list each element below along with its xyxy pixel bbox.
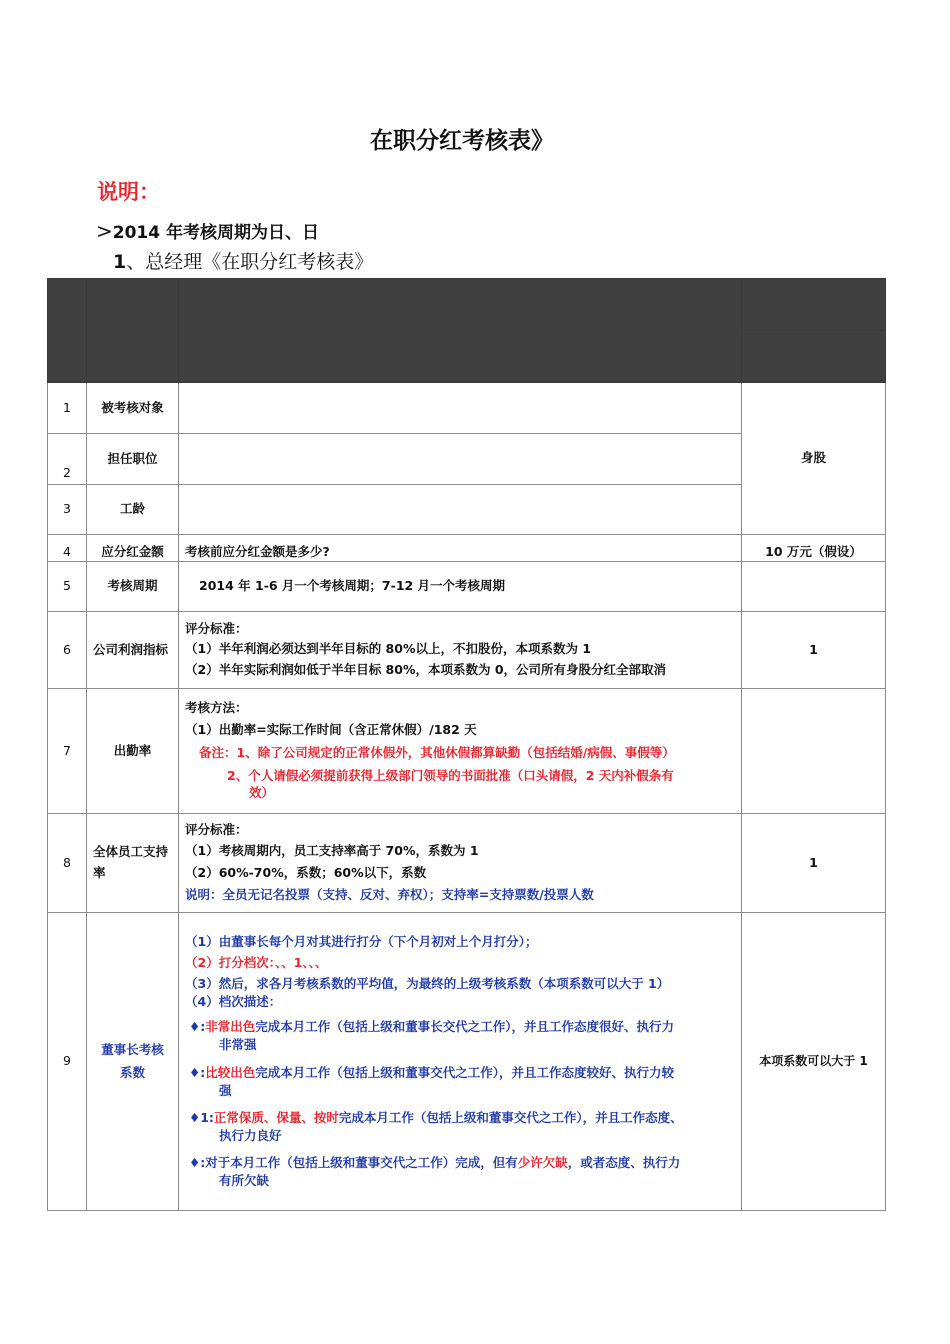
row-index: 2 xyxy=(48,434,87,485)
header-cell-right-bottom xyxy=(742,331,886,383)
row-label-line: 全体员工支持 xyxy=(93,844,169,860)
section-title xyxy=(113,247,373,274)
grade-keyword: 比较出色 xyxy=(205,1064,256,1080)
row-content xyxy=(179,485,742,535)
row-value xyxy=(742,689,886,814)
row-index: 6 xyxy=(48,612,87,689)
table-row xyxy=(48,562,886,612)
row-label xyxy=(87,913,179,1211)
row-label-line: 率 xyxy=(93,865,106,880)
table-row xyxy=(48,913,886,1211)
row-label: 考核周期 xyxy=(87,562,179,612)
rule-line: （2）打分档次：、、1、、、 xyxy=(185,954,328,970)
grade-description: 完成本月工作（包括上级和董事交代之工作），并且工作态度较好、执行力较 xyxy=(255,1064,674,1080)
row-value xyxy=(742,562,886,612)
diamond-bullet-icon: ♦1: xyxy=(189,1109,214,1125)
row-index: 3 xyxy=(48,485,87,535)
criteria-line: （2）半年实际利润如低于半年目标 80%，本项系数为 0，公司所有身股分红全部取消 xyxy=(185,662,667,678)
remark-line: 备注：1、除了公司规定的正常休假外，其他休假都算缺勤（包括结婚/病假、事假等） xyxy=(199,745,675,761)
row-value: 1 xyxy=(742,814,886,913)
rule-line: （3）然后，求各月考核系数的平均值，为最终的上级考核系数（本项系数可以大于 1） xyxy=(185,976,670,991)
row-label-line: 董事长考核 xyxy=(101,1041,164,1057)
header-row-top xyxy=(48,279,886,331)
row-label xyxy=(87,814,179,913)
criteria-line: （1）半年利润必须达到半年目标的 80%以上，不扣股份，本项系数为 1 xyxy=(185,640,592,656)
assessment-table xyxy=(47,278,886,1211)
table-row xyxy=(48,814,886,913)
criteria-heading: 评分标准： xyxy=(185,822,248,838)
method-heading: 考核方法： xyxy=(185,700,248,716)
row-label-line: 系数 xyxy=(119,1064,145,1080)
table-row xyxy=(48,535,886,562)
row-value: 10 万元（假设） xyxy=(742,535,886,562)
grade-description: 完成本月工作（包括上级和董事长交代之工作），并且工作态度很好、执行力 xyxy=(255,1019,674,1035)
period-line xyxy=(96,218,319,243)
row-index: 8 xyxy=(48,814,87,913)
diamond-bullet-icon: ♦: xyxy=(189,1064,206,1080)
criteria-heading: 评分标准： xyxy=(185,620,248,636)
period-text: 2014 年考核周期为日、日 xyxy=(112,223,319,243)
row-index: 4 xyxy=(48,535,87,562)
explanation-line: 说明：全员无记名投票（支持、反对、弃权）；支持率=支持票数/投票人数 xyxy=(185,886,594,902)
remark-line: 2、个人请假必须提前获得上级部门领导的书面批准（口头请假，2 天内补假条有 xyxy=(227,767,674,783)
header-cell-right-top xyxy=(742,279,886,331)
table-row xyxy=(48,689,886,814)
table-row xyxy=(48,383,886,434)
row-label: 出勤率 xyxy=(87,689,179,814)
row-index: 9 xyxy=(48,913,87,1211)
page-title: 在职分红考核表》 xyxy=(370,128,554,154)
row-content xyxy=(179,612,742,689)
grade-continuation: 有所欠缺 xyxy=(219,1173,270,1189)
criteria-line: （2）60%-70%，系数；60%以下，系数 xyxy=(185,865,427,880)
shares-type-cell: 身股 xyxy=(742,383,886,535)
grade-continuation: 非常强 xyxy=(219,1037,257,1053)
rule-line: （1）由董事长每个月对其进行打分（下个月初对上个月打分）； xyxy=(185,933,538,949)
rule-line: （4）档次描述： xyxy=(185,994,282,1010)
row-content xyxy=(179,434,742,485)
row-index: 7 xyxy=(48,689,87,814)
method-line: （1）出勤率=实际工作时间（含正常休假）/182 天 xyxy=(185,722,477,738)
remark-line: 效） xyxy=(249,784,275,800)
row-content xyxy=(179,383,742,434)
arrow-glyph: > xyxy=(96,219,113,243)
row-value: 1 xyxy=(742,612,886,689)
row-content: 2014 年 1-6 月一个考核周期；7-12 月一个考核周期 xyxy=(179,562,742,612)
diamond-bullet-icon: ♦: xyxy=(189,1019,206,1035)
row-label: 公司利润指标 xyxy=(87,612,179,689)
row-content: 考核前应分红金额是多少? xyxy=(179,535,742,562)
grade-keyword: 正常保质、保量、按时 xyxy=(213,1109,339,1125)
header-cell-index xyxy=(48,279,87,383)
row-label: 应分红金额 xyxy=(87,535,179,562)
grade-description: 完成本月工作（包括上级和董事交代之工作），并且工作态度、 xyxy=(338,1109,683,1125)
row-content xyxy=(179,814,742,913)
row-content xyxy=(179,913,742,1211)
grade-keyword: 非常出色 xyxy=(205,1019,256,1035)
grade-description: 对于本月工作（包括上级和董事交代之工作）完成，但有 xyxy=(205,1155,518,1170)
note-heading: 说明： xyxy=(97,180,160,204)
row-label: 工龄 xyxy=(87,485,179,535)
grade-continuation: 强 xyxy=(219,1082,232,1098)
row-label: 担任职位 xyxy=(87,434,179,485)
grade-item xyxy=(185,1109,735,1145)
diamond-bullet-icon: ♦: xyxy=(189,1155,206,1170)
grade-continuation: 执行力良好 xyxy=(219,1127,282,1143)
section-number: 1 xyxy=(113,251,127,273)
header-cell-content xyxy=(179,279,742,383)
grade-item xyxy=(185,1154,735,1190)
grade-description: ，或者态度、执行力 xyxy=(567,1155,681,1170)
grade-item xyxy=(185,1064,735,1100)
table-row xyxy=(48,612,886,689)
row-content xyxy=(179,689,742,814)
grade-keyword: 少许欠缺 xyxy=(517,1155,568,1170)
row-value: 本项系数可以大于 1 xyxy=(742,913,886,1211)
section-text: 、总经理《在职分红考核表》 xyxy=(126,251,374,273)
header-cell-label xyxy=(87,279,179,383)
row-index: 1 xyxy=(48,383,87,434)
grade-item xyxy=(185,1018,735,1054)
row-index: 5 xyxy=(48,562,87,612)
row-label: 被考核对象 xyxy=(87,383,179,434)
criteria-line: （1）考核周期内，员工支持率高于 70%，系数为 1 xyxy=(185,843,479,859)
